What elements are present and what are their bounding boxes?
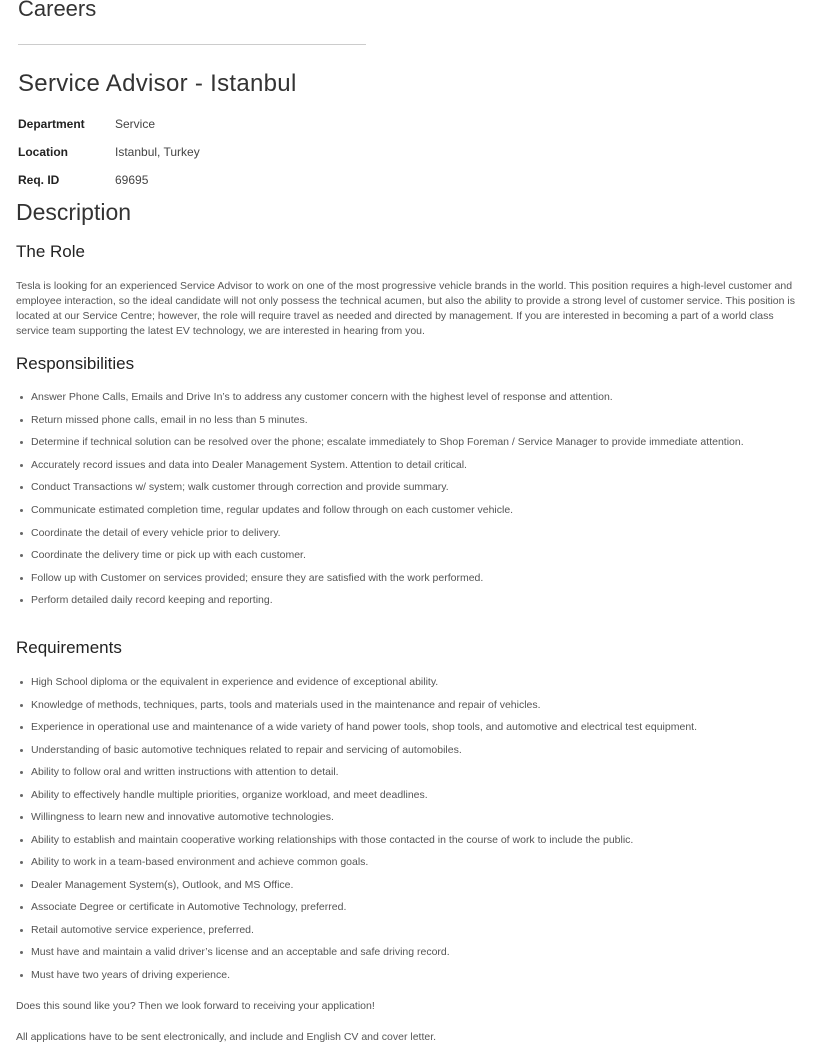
role-heading: The Role <box>16 242 85 261</box>
meta-row-department <box>18 110 200 138</box>
list-item: Must have two years of driving experience. <box>16 968 806 983</box>
list-item: Determine if technical solution can be resolved over the phone; escalate immediately to Shop Foreman / Service Manager to provide immediate attention. <box>16 435 806 450</box>
meta-row-req-id <box>18 166 200 194</box>
meta-value: 69695 <box>115 173 149 187</box>
list-item: Willingness to learn new and innovative automotive technologies. <box>16 810 806 825</box>
list-item: Knowledge of methods, techniques, parts, tools and materials used in the maintenance and repair of vehicles. <box>16 698 806 713</box>
list-item: Communicate estimated completion time, regular updates and follow through on each customer vehicle. <box>16 503 806 518</box>
list-item: Answer Phone Calls, Emails and Drive In’s to address any customer concern with the highest level of response and attention. <box>16 390 806 405</box>
requirements-list <box>16 675 806 990</box>
list-item: Ability to follow oral and written instructions with attention to detail. <box>16 765 806 780</box>
list-item: Accurately record issues and data into Dealer Management System. Attention to detail critical. <box>16 458 806 473</box>
closing-paragraph: Does this sound like you? Then we look forward to receiving your application! <box>16 1000 375 1012</box>
job-meta <box>18 110 200 194</box>
list-item: Coordinate the detail of every vehicle prior to delivery. <box>16 526 806 541</box>
list-item: Experience in operational use and maintenance of a wide variety of hand power tools, shop tools, and automotive and electrical test equipment. <box>16 720 806 735</box>
meta-value: Istanbul, Turkey <box>115 145 200 159</box>
list-item: Dealer Management System(s), Outlook, and MS Office. <box>16 878 806 893</box>
description-heading: Description <box>16 199 132 225</box>
list-item: Perform detailed daily record keeping and reporting. <box>16 593 806 608</box>
list-item: Understanding of basic automotive techniques related to repair and servicing of automobiles. <box>16 743 806 758</box>
list-item: Must have and maintain a valid driver’s license and an acceptable and safe driving record. <box>16 945 806 960</box>
list-item: High School diploma or the equivalent in experience and evidence of exceptional ability. <box>16 675 806 690</box>
list-item: Follow up with Customer on services provided; ensure they are satisfied with the work performed. <box>16 571 806 586</box>
role-paragraph: Tesla is looking for an experienced Service Advisor to work on one of the most progressive vehicle brands in the world. This position requires a high-level customer and employee interaction, so the ideal candidate will not only possess the technical acumen, but also the ability to provide a strong level of customer service. This position is located at our Service Centre; however, the role will require travel as needed and directed by management. If you are interested in becoming a part of a world class service team supporting the latest EV technology, we are interested in hearing from you. <box>16 280 795 337</box>
job-title: Service Advisor - Istanbul <box>18 70 297 97</box>
responsibilities-heading: Responsibilities <box>16 354 135 373</box>
careers-title: Careers <box>18 0 97 21</box>
meta-label: Req. ID <box>18 173 60 187</box>
meta-value: Service <box>115 117 156 131</box>
list-item: Retail automotive service experience, preferred. <box>16 923 806 938</box>
list-item: Ability to effectively handle multiple priorities, organize workload, and meet deadlines. <box>16 788 806 803</box>
list-item: Ability to establish and maintain cooperative working relationships with those contacted in the course of work to include the public. <box>16 833 806 848</box>
list-item: Associate Degree or certificate in Automotive Technology, preferred. <box>16 900 806 915</box>
meta-label: Location <box>18 145 68 159</box>
meta-row-location <box>18 138 200 166</box>
closing-paragraph: All applications have to be sent electronically, and include and English CV and cover letter. <box>16 1031 437 1043</box>
requirements-heading: Requirements <box>16 638 122 657</box>
meta-label: Department <box>18 117 85 131</box>
header-divider <box>18 44 366 45</box>
responsibilities-list <box>16 390 806 616</box>
list-item: Coordinate the delivery time or pick up with each customer. <box>16 548 806 563</box>
list-item: Ability to work in a team-based environment and achieve common goals. <box>16 855 806 870</box>
list-item: Conduct Transactions w/ system; walk customer through correction and provide summary. <box>16 480 806 495</box>
list-item: Return missed phone calls, email in no less than 5 minutes. <box>16 413 806 428</box>
